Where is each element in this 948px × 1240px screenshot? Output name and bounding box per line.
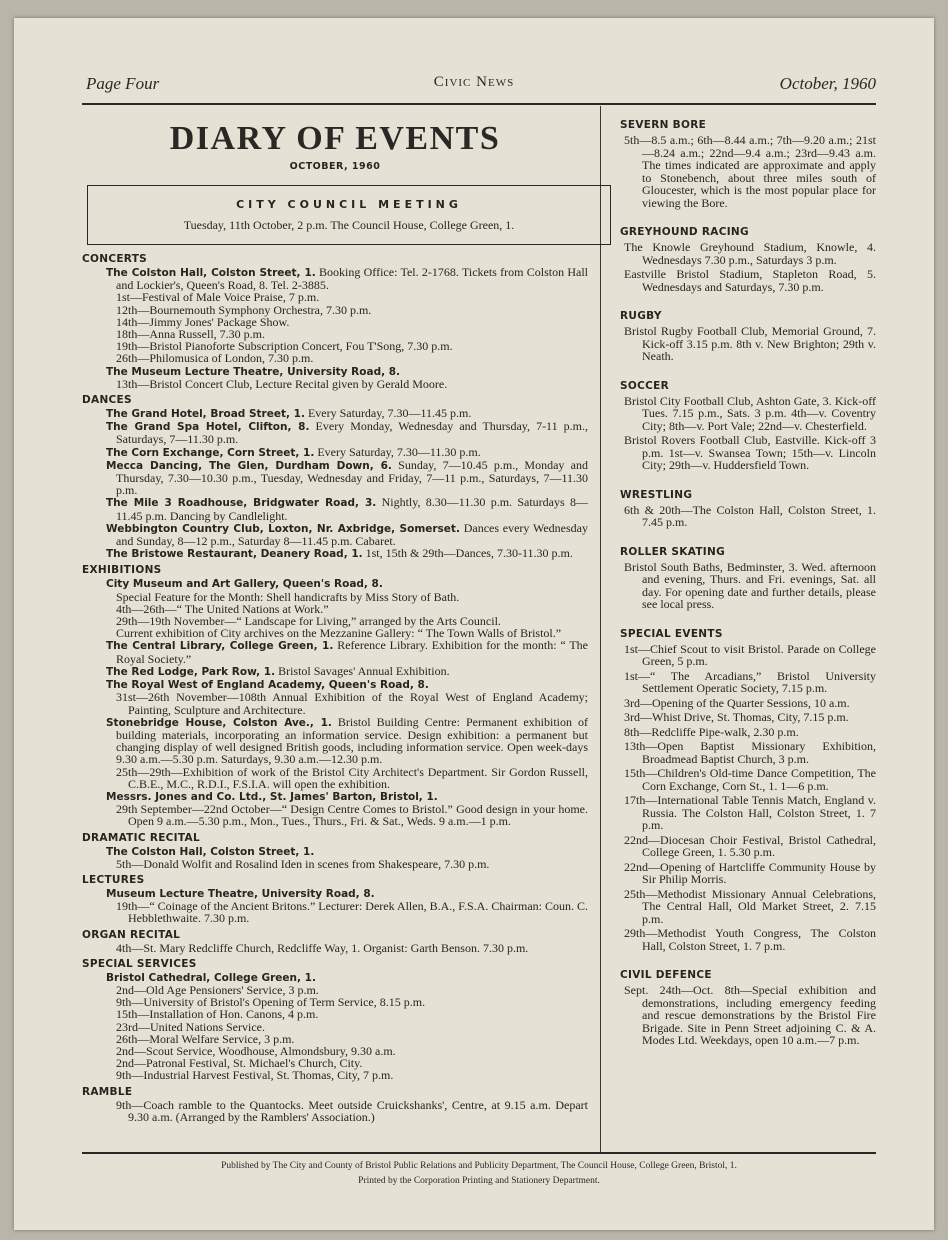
- event-text: 25th—29th—Exhibition of work of the Bristol City Architect's Department. Sir Gordon Russell, C.B.E., M.C., R.D.I., F.S.I.A. will open the exhibition.: [116, 764, 588, 791]
- event-entry: [82, 665, 588, 678]
- section-heading: GREYHOUND RACING: [620, 226, 749, 238]
- venue-name: The Colston Hall, Colston Street, 1.: [106, 267, 316, 279]
- section-heading: SEVERN BORE: [620, 119, 707, 131]
- event-text: The Knowle Greyhound Stadium, Knowle, 4. Wednesdays 7.30 p.m., Saturdays 3 p.m.: [624, 240, 876, 267]
- venue-name: Messrs. Jones and Co. Ltd., St. James' Barton, Bristol, 1.: [106, 790, 438, 803]
- event-text: 26th—Philomusica of London, 7.30 p.m.: [116, 351, 314, 366]
- venue-name: Bristol Cathedral, College Green, 1.: [106, 971, 316, 984]
- event-entry: [620, 697, 876, 710]
- council-meeting-box: [87, 185, 611, 245]
- footer: [82, 1159, 876, 1189]
- event-text: 29th—Methodist Youth Congress, The Colston Hall, Colston Street, 1. 7 p.m.: [624, 926, 876, 953]
- section: [620, 225, 876, 293]
- newsletter-page: [14, 18, 934, 1230]
- venue-name: The Colston Hall, Colston Street, 1.: [106, 845, 315, 858]
- section-heading: WRESTLING: [620, 488, 693, 501]
- section-heading: RUGBY: [620, 310, 662, 322]
- venue-name: City Museum and Art Gallery, Queen's Road, 8.: [106, 578, 383, 591]
- event-entry: [620, 134, 876, 209]
- event-text: 12th—Bournemouth Symphony Orchestra, 7.30 p.m.: [116, 302, 372, 317]
- section: [620, 488, 876, 529]
- footer-printer: Printed by the Corporation Printing and Stationery Department.: [358, 1176, 600, 1186]
- venue-name: The Bristowe Restaurant, Deanery Road, 1.: [106, 548, 363, 561]
- event-text: Every Saturday, 7.30—11.45 p.m.: [307, 406, 472, 421]
- event-text: 17th—International Table Tennis Match, England v. Russia. The Colston Hall, Colston Street, 1. 7 p.m.: [624, 793, 876, 832]
- section: [620, 118, 876, 209]
- venue-name: The Royal West of England Academy, Queen's Road, 8.: [106, 679, 429, 692]
- venue-name: The Mile 3 Roadhouse, Bridgwater Road, 3.: [106, 497, 377, 510]
- event-text: Bristol Building Centre: Permanent exhibition of building materials, incorporating an information service. Design exhibition: a permanent but changing display of well designed British goods, including information service. Open week-days 9.30 a.m.—5.30 p.m. Saturdays, 9.30 a.m.—12.30 p.m.: [116, 714, 589, 767]
- event-entry: [82, 352, 588, 364]
- event-entry: [620, 268, 876, 293]
- event-entry: [82, 766, 588, 790]
- event-text: 1st—Chief Scout to visit Bristol. Parade on College Green, 5 p.m.: [624, 641, 876, 668]
- page-subtitle: OCTOBER, 1960: [289, 161, 381, 172]
- section: [82, 564, 588, 827]
- event-entry: [82, 716, 588, 766]
- section-heading: RAMBLE: [82, 1085, 133, 1098]
- section-heading: SOCCER: [620, 379, 669, 392]
- event-text: Every Saturday, 7.30—11.30 p.m.: [317, 444, 481, 459]
- event-entry: [620, 726, 876, 739]
- event-text: 5th—Donald Wolfit and Rosalind Iden in scenes from Shakespeare, 7.30 p.m.: [116, 856, 490, 871]
- event-text: 6th & 20th—The Colston Hall, Colston Street, 1. 7.45 p.m.: [624, 502, 876, 529]
- section: [620, 968, 876, 1047]
- event-text: 4th—St. Mary Redcliffe Church, Redcliffe Way, 1. Organist: Garth Benson. 7.30 p.m.: [116, 940, 529, 955]
- event-text: Bristol Savages' Annual Exhibition.: [278, 663, 450, 678]
- venue-name: The Corn Exchange, Corn Street, 1.: [106, 446, 315, 459]
- event-entry: [82, 266, 588, 291]
- section: [620, 379, 876, 472]
- event-text: Current exhibition of City archives on the Mezzanine Gallery: “ The Town Walls of Bristol.”: [116, 626, 562, 641]
- event-entry: [620, 670, 876, 695]
- event-text: Bristol South Baths, Bedminster, 3. Wed. afternoon and evening, Thurs. and Fri. evenings, Sat. all day. For opening date and further details, please see local press.: [624, 559, 876, 611]
- event-text: 29th—19th November—“ Landscape for Living,” arranged by the Arts Council.: [116, 614, 501, 629]
- section-heading: DANCES: [82, 394, 132, 407]
- event-text: Eastville Bristol Stadium, Stapleton Road, 5. Wednesdays and Saturdays, 7.30 p.m.: [624, 267, 876, 294]
- event-entry: [82, 639, 588, 664]
- event-text: 26th—Moral Welfare Service, 3 p.m.: [116, 1031, 295, 1046]
- event-text: 3rd—Whist Drive, St. Thomas, City, 7.15 p.m.: [624, 710, 849, 724]
- event-text: 1st, 15th & 29th—Dances, 7.30-11.30 p.m.: [365, 546, 573, 561]
- event-entry: [82, 459, 588, 497]
- section-heading: CIVIL DEFENCE: [620, 969, 712, 981]
- section: [82, 832, 588, 870]
- section-heading: SPECIAL EVENTS: [620, 627, 723, 640]
- section-heading: ROLLER SKATING: [620, 545, 725, 558]
- event-text: 31st—26th November—108th Annual Exhibition of the Royal West of England Academy; Painting, Sculpture and Architecture.: [116, 690, 588, 717]
- event-text: 14th—Jimmy Jones' Package Show.: [116, 314, 290, 329]
- event-text: Dances every Wednesday and Sunday, 8—12 p.m., Saturday 8—11.45 p.m. Cabaret.: [116, 520, 588, 549]
- event-text: Bristol Rugby Football Club, Memorial Ground, 7. Kick-off 3.15 p.m. 8th v. New Brighton; 29th v. Neath.: [624, 324, 876, 363]
- event-entry: [82, 900, 588, 924]
- page-number: Page Four: [86, 74, 160, 93]
- event-text: 8th—Redcliffe Pipe-walk, 2.30 p.m.: [624, 724, 799, 739]
- event-text: 4th—26th—“ The United Nations at Work.”: [116, 601, 329, 616]
- event-text: Special Feature for the Month: Shell handicrafts by Miss Story of Bath.: [116, 589, 460, 604]
- section-heading: SPECIAL SERVICES: [82, 957, 197, 970]
- event-text: Every Monday, Wednesday and Thursday, 7-11 p.m., Saturdays, 7—11.30 p.m.: [116, 419, 588, 447]
- event-entry: [620, 434, 876, 472]
- venue-name: The Museum Lecture Theatre, University Road, 8.: [106, 365, 401, 378]
- venue-name: The Grand Hotel, Broad Street, 1.: [106, 408, 305, 421]
- event-entry: [620, 927, 876, 952]
- event-entry: [82, 1099, 588, 1123]
- event-text: 13th—Bristol Concert Club, Lecture Recital given by Gerald Moore.: [116, 376, 448, 391]
- page-title: DIARY OF EVENTS: [169, 120, 501, 157]
- event-text: 18th—Anna Russell, 7.30 p.m.: [116, 327, 265, 342]
- section: [82, 874, 588, 925]
- event-entry: [82, 522, 588, 547]
- event-text: 9th—University of Bristol's Opening of Term Service, 8.15 p.m.: [116, 995, 426, 1010]
- column-divider: [600, 106, 601, 1152]
- section-heading: DRAMATIC RECITAL: [82, 831, 200, 844]
- event-text: Sunday, 7—10.45 p.m., Monday and Thursday, 7.30—10.30 p.m., Tuesday, Wednesday and Friday, 7—11 p.m., Saturdays, 7—11.30 p.m.: [116, 457, 588, 498]
- event-entry: [620, 767, 876, 792]
- event-text: 1st—Festival of Male Voice Praise, 7 p.m.: [116, 290, 320, 305]
- section-heading: LECTURES: [82, 873, 145, 886]
- event-entry: [620, 325, 876, 363]
- event-entry: [82, 942, 588, 954]
- event-text: 23rd—United Nations Service.: [116, 1019, 265, 1034]
- event-text: 29th September—22nd October—“ Design Centre Comes to Bristol.” Good design in your home. Open 9 a.m.—5.30 p.m., Mon., Tues., Thurs., Fri. & Sat., Weds. 9 a.m.—1 p.m.: [116, 802, 588, 829]
- event-entry: [82, 1069, 588, 1081]
- section: [82, 929, 588, 954]
- event-text: Booking Office: Tel. 2-1768. Tickets from Colston Hall and Lockier's, Queen's Road, 8. Tel. 2-3885.: [116, 265, 589, 293]
- venue-name: The Grand Spa Hotel, Clifton, 8.: [106, 421, 310, 434]
- section-heading: EXHIBITIONS: [82, 564, 162, 577]
- event-text: 9th—Industrial Harvest Festival, St. Thomas, City, 7 p.m.: [116, 1068, 394, 1083]
- event-text: 13th—Open Baptist Missionary Exhibition, Broadmead Baptist Church, 3 p.m.: [624, 739, 876, 766]
- section: [82, 958, 588, 1082]
- event-entry: [620, 794, 876, 832]
- section: [620, 309, 876, 363]
- event-text: Nightly, 8.30—11.30 p.m. Saturdays 8—11.45 p.m. Dancing by Candlelight.: [116, 495, 589, 523]
- event-entry: [620, 834, 876, 859]
- right-sections: [620, 118, 876, 1047]
- venue-name: Webbington Country Club, Loxton, Nr. Axbridge, Somerset.: [106, 522, 460, 535]
- event-entry: [82, 420, 588, 445]
- event-text: 9th—Coach ramble to the Quantocks. Meet outside Cruickshanks', Centre, at 9.15 a.m. Depart 9.30 a.m. (Arranged by the Ramblers' Association.): [116, 1097, 588, 1124]
- event-text: 5th—8.5 a.m.; 6th—8.44 a.m.; 7th—9.20 a.m.; 21st—8.24 a.m.; 22nd—9.4 a.m.; 23rd—9.43 a.m. The times indicated are approximate and apply to Stonebench, about three miles south of Gloucester, which is the most popular place for viewing the Bore.: [624, 133, 876, 210]
- event-text: Reference Library. Exhibition for the month: “ The Royal Society.”: [116, 638, 588, 666]
- event-text: 19th—“ Coinage of the Ancient Britons.” Lecturer: Derek Allen, B.A., F.S.A. Chairman: Coun. C. Hebblethwaite. 7.30 p.m.: [116, 899, 588, 926]
- event-entry: [620, 241, 876, 266]
- left-column: [82, 118, 588, 1123]
- event-entry: [620, 711, 876, 724]
- left-sections: [82, 253, 588, 1123]
- event-text: 22nd—Opening of Hartcliffe Community House by Sir Philip Morris.: [624, 859, 876, 886]
- venue-name: Mecca Dancing, The Glen, Durdham Down, 6.: [106, 459, 392, 472]
- event-entry: [620, 740, 876, 765]
- event-text: 2nd—Scout Service, Woodhouse, Almondsbury, 9.30 a.m.: [116, 1043, 396, 1058]
- header-rule: [82, 103, 876, 105]
- event-entry: [82, 858, 588, 870]
- event-text: 22nd—Diocesan Choir Festival, Bristol Cathedral, College Green, 1. 5.30 p.m.: [624, 832, 876, 859]
- event-text: Bristol Rovers Football Club, Eastville. Kick-off 3 p.m. 1st—v. Swansea Town; 15th—v. Lincoln City; 29th—v. Huddersfield Town.: [624, 433, 876, 472]
- event-entry: [82, 547, 588, 560]
- event-entry: [82, 691, 588, 715]
- event-entry: [620, 984, 876, 1047]
- venue-name: The Central Library, College Green, 1.: [106, 640, 334, 653]
- event-text: 19th—Bristol Pianoforte Subscription Concert, Fou T'Song, 7.30 p.m.: [116, 339, 453, 354]
- publication-name: Civic News: [433, 74, 515, 90]
- section: [82, 253, 588, 390]
- event-text: 2nd—Patronal Festival, St. Michael's Church, City.: [116, 1056, 363, 1071]
- event-entry: [82, 496, 588, 521]
- venue-name: Museum Lecture Theatre, University Road, 8.: [106, 887, 375, 900]
- section: [82, 394, 588, 560]
- event-text: Bristol City Football Club, Ashton Gate, 3. Kick-off Tues. 7.15 p.m., Sats. 3 p.m. 4th—v. Coventry City; 8th—v. Port Vale; 22nd—v. Chesterfield.: [624, 393, 876, 433]
- event-entry: [620, 561, 876, 611]
- event-entry: [82, 803, 588, 827]
- event-text: 15th—Children's Old-time Dance Competition, The Corn Exchange, Corn St., 1. 1—6 p.m.: [624, 766, 876, 793]
- event-text: Sept. 24th—Oct. 8th—Special exhibition and demonstrations, including emergency feeding and rescue demonstrations by the Bristol Fire Brigade. Site in Penn Street adjoining C. & A. Modes Ltd. Weekdays, open 10 a.m.—7 p.m.: [624, 983, 876, 1047]
- event-entry: [620, 395, 876, 433]
- section-heading: CONCERTS: [82, 253, 148, 265]
- event-entry: [620, 888, 876, 926]
- section: [82, 1086, 588, 1123]
- section-heading: ORGAN RECITAL: [82, 928, 181, 941]
- event-text: 3rd—Opening of the Quarter Sessions, 10 a.m.: [624, 695, 850, 710]
- section: [620, 627, 876, 953]
- event-text: 15th—Installation of Hon. Canons, 4 p.m.: [116, 1007, 319, 1022]
- venue-name: The Red Lodge, Park Row, 1.: [106, 665, 276, 678]
- event-entry: [620, 861, 876, 886]
- issue-date: October, 1960: [779, 74, 876, 93]
- venue-name: Stonebridge House, Colston Ave., 1.: [106, 716, 332, 729]
- event-entry: [82, 378, 588, 390]
- event-entry: [620, 643, 876, 668]
- event-text: 25th—Methodist Missionary Annual Celebrations, The Central Hall, Old Market Street, 2. 7.15 p.m.: [624, 886, 876, 926]
- right-column: [620, 118, 876, 1047]
- event-text: 2nd—Old Age Pensioners' Service, 3 p.m.: [116, 982, 319, 997]
- council-meeting-title: CITY COUNCIL MEETING: [236, 198, 462, 211]
- council-meeting-details: Tuesday, 11th October, 2 p.m. The Council House, College Green, 1.: [183, 218, 515, 232]
- footer-publisher: Published by The City and County of Bristol Public Relations and Publicity Department, The Council House, College Green, Bristol, 1.: [221, 1161, 737, 1171]
- section: [620, 545, 876, 611]
- footer-rule: [82, 1152, 876, 1154]
- event-text: 1st—“ The Arcadians,” Bristol University Settlement Operatic Society, 7.15 p.m.: [624, 668, 876, 695]
- event-entry: [620, 504, 876, 529]
